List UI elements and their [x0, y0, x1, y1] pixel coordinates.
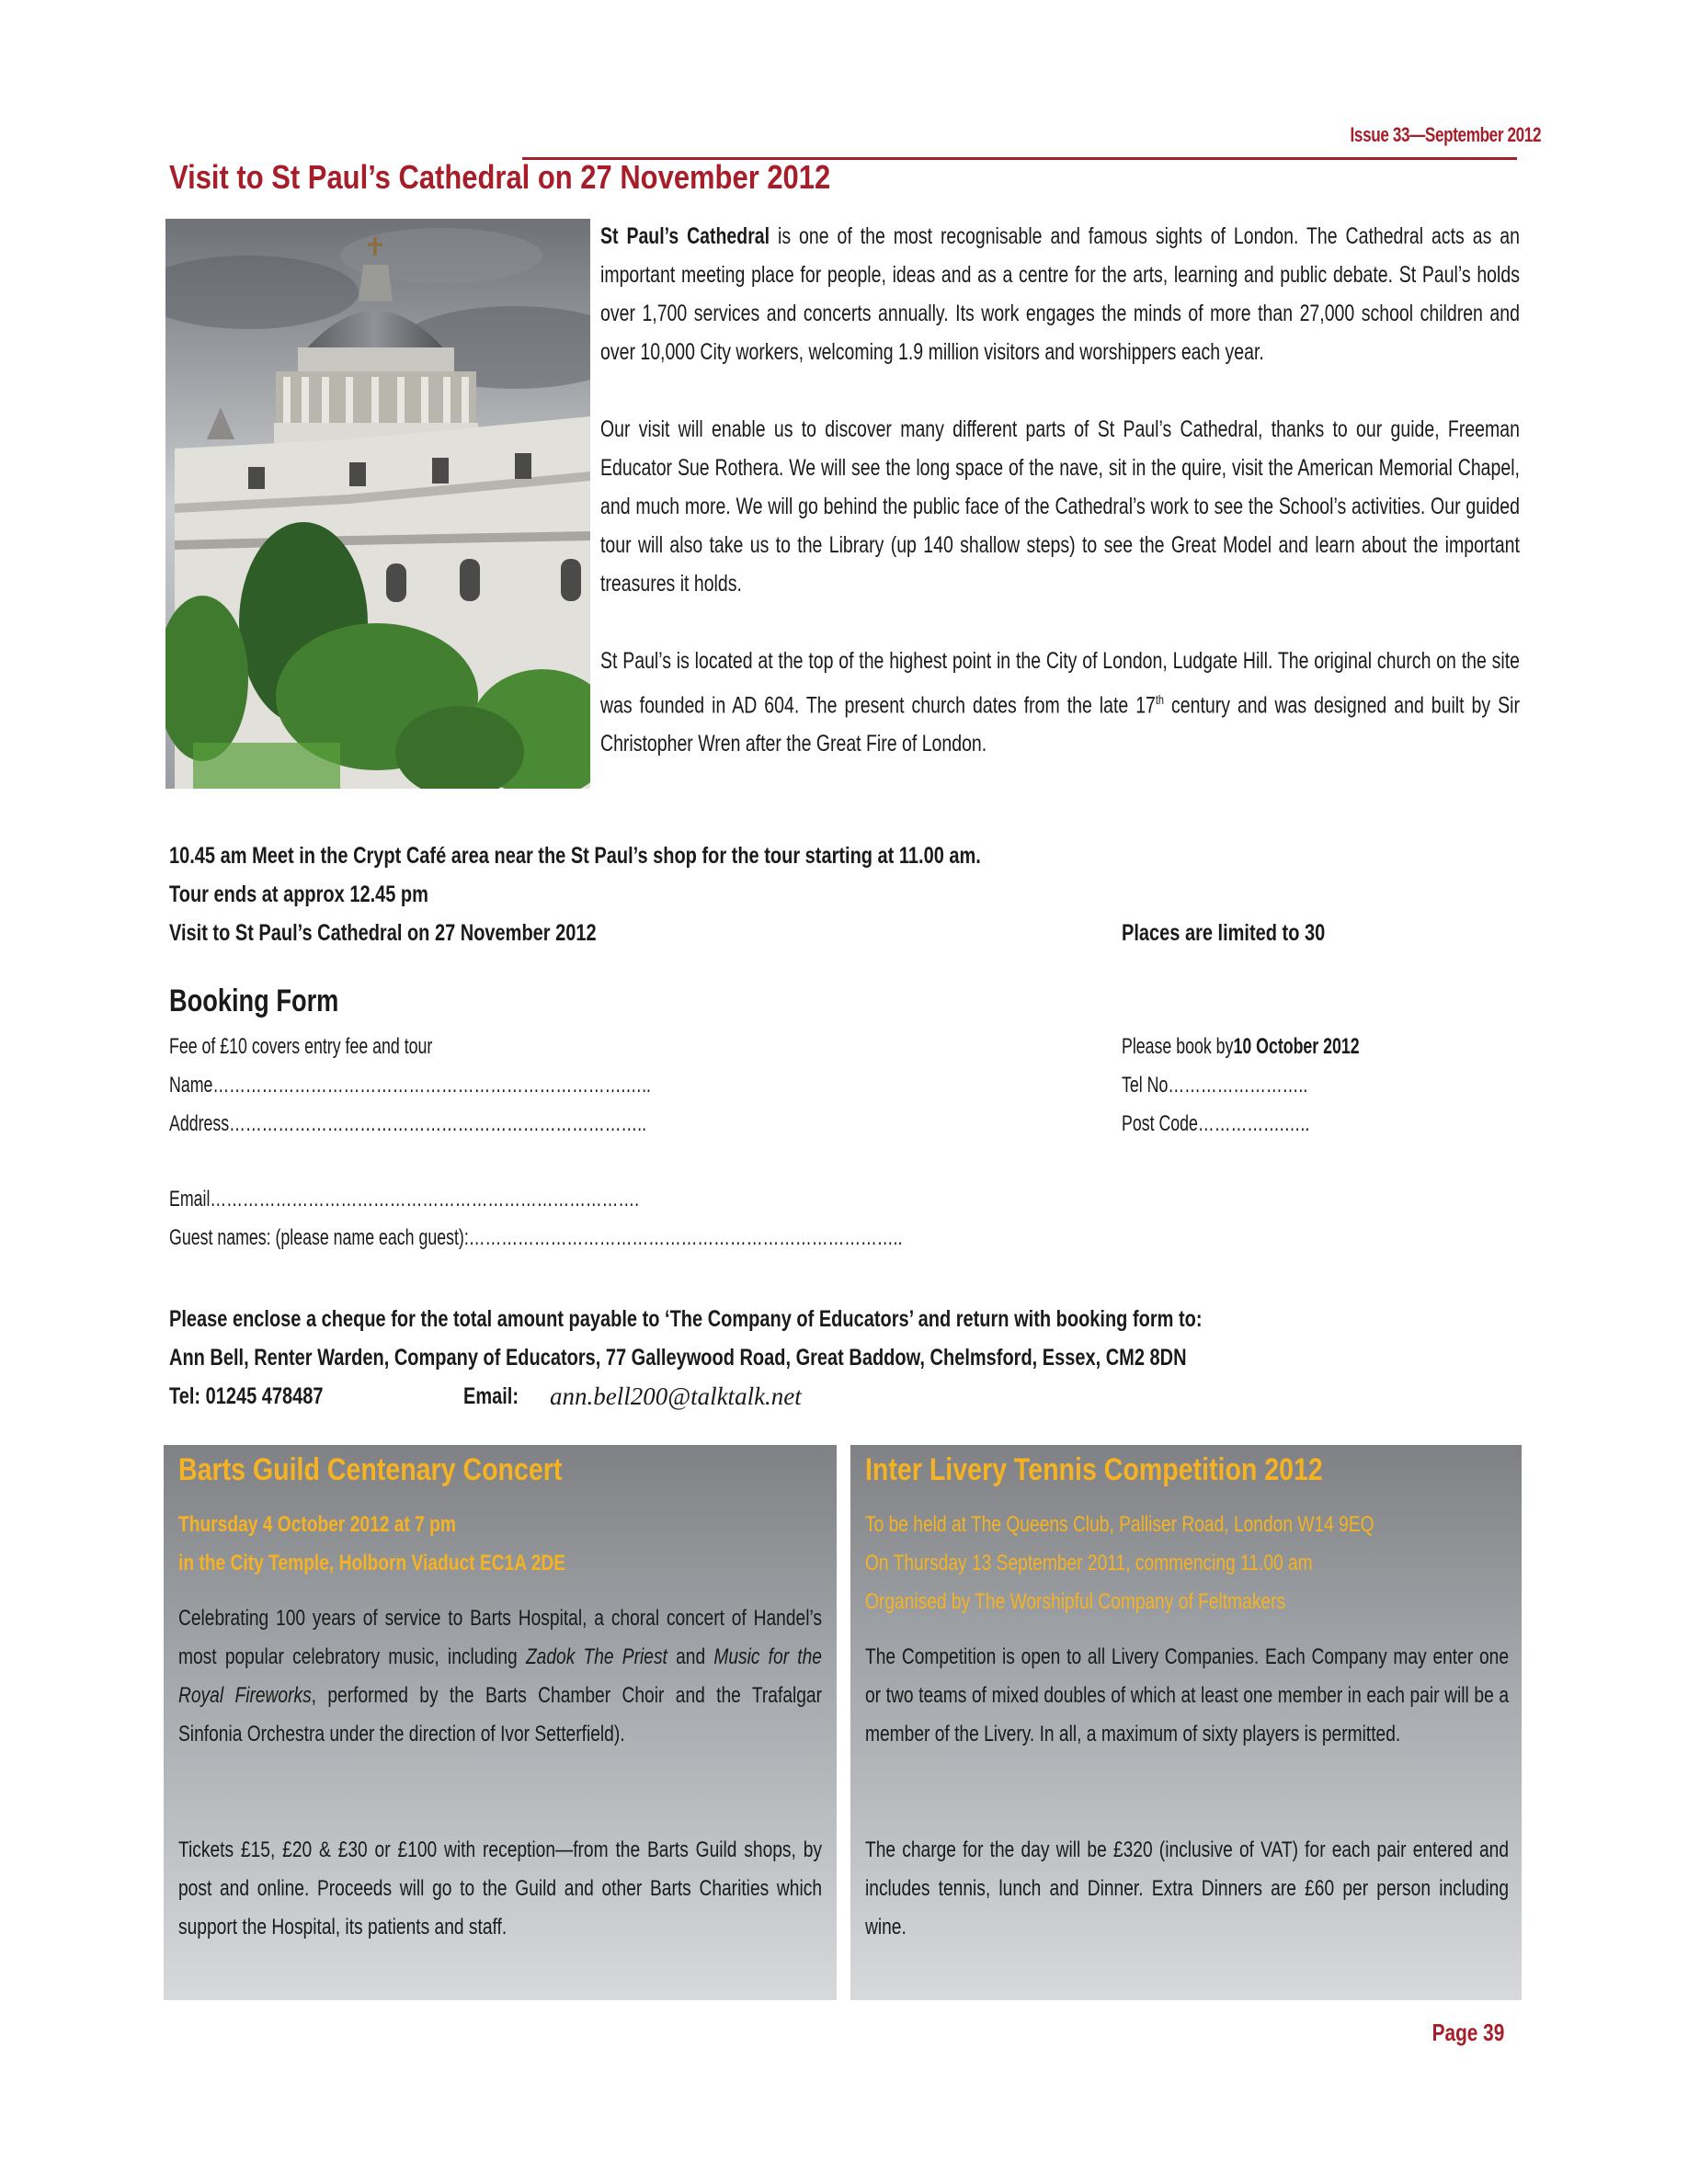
- tennis-paragraph-2: The charge for the day will be £320 (inclusive of VAT) for each pair entered and includes tennis, lunch and Dinner. Extra Dinners are £60 per person including wine.: [865, 1837, 1509, 1939]
- cathedral-photo: [165, 219, 590, 789]
- barts-title: Barts Guild Centenary Concert: [178, 1452, 563, 1487]
- email-field[interactable]: Email…………………………………………………………………….: [169, 1187, 640, 1211]
- cathedral-icon: [165, 219, 590, 789]
- tennis-date: On Thursday 13 September 2011, commencing 11.00 am: [865, 1551, 1313, 1575]
- payment-tel: Tel: 01245 478487: [169, 1383, 324, 1409]
- page-number: Page 39: [1431, 2019, 1504, 2046]
- barts-concert-box: [164, 1445, 837, 2000]
- booking-form: [169, 1028, 1502, 1257]
- intro-paragraph-1: [600, 217, 1520, 371]
- intro-text: [600, 217, 1520, 802]
- intro-p3-b: century and was designed and built by Sir Christopher Wren after the Great Fire of London.: [600, 692, 1520, 757]
- intro-paragraph-3: [600, 642, 1520, 763]
- intro-p3-a: St Paul’s is located at the top of the highest point in the City of London, Ludgate Hill. The original church on the site was founded in AD 604. The present church dates from the late 17: [600, 648, 1520, 719]
- intro-p1-text: is one of the most recognisable and famous sights of London. The Cathedral acts as an important meeting place for people, ideas and as a centre for the arts, learning and public debate. St Paul’s holds over 1,700 services and concerts annually. Its work engages the minds of more than 27,000 school children and over 10,000 City workers, welcoming 1.9 million visitors and worshippers each year.: [600, 223, 1520, 365]
- barts-p1-b: and: [667, 1644, 714, 1669]
- fee-text: Fee of £10 covers entry fee and tour: [169, 1034, 433, 1059]
- postcode-field[interactable]: Post Code…………….…..: [1122, 1111, 1310, 1136]
- tel-field[interactable]: Tel No……………………..: [1122, 1073, 1308, 1098]
- tennis-body: [865, 1638, 1509, 1754]
- barts-venue: in the City Temple, Holborn Viaduct EC1A 2DE: [178, 1551, 566, 1575]
- page-title: Visit to St Paul’s Cathedral on 27 November 2012: [169, 158, 831, 196]
- intro-paragraph-2: Our visit will enable us to discover many different parts of St Paul’s Cathedral, thanks to our guide, Freeman Educator Sue Rothera. We will see the long space of the nave, sit in the quire, visit the American Memorial Chapel, and much more. We will go behind the public face of the Cathedral’s work to see the School’s activities. Our guided tour will also take us to the Library (up 140 shallow steps) to see the Great Model and learn about the important treasures it holds.: [600, 416, 1520, 597]
- intro-bold-lead: St Paul’s Cathedral: [600, 223, 770, 249]
- tennis-charges: [865, 1831, 1509, 1947]
- payment-instructions: [169, 1300, 1502, 1416]
- barts-p1-a: Celebrating 100 years of service to Barts Hospital, a choral concert of Handel’s most popular celebratory music, including: [178, 1606, 822, 1669]
- book-by-date: 10 October 2012: [1233, 1034, 1360, 1059]
- barts-work-2: Music for the Royal Fireworks: [178, 1644, 822, 1708]
- places-limit: Places are limited to 30: [1122, 920, 1326, 946]
- intro-p3-sup: th: [1155, 692, 1165, 707]
- meeting-line-3: Visit to St Paul’s Cathedral on 27 November 2012: [169, 920, 597, 946]
- meeting-info: [169, 836, 1502, 952]
- tennis-subtitle: [865, 1506, 1501, 1621]
- barts-tickets: [178, 1831, 822, 1947]
- guest-names-field[interactable]: Guest names: (please name each guest):……………………………………………………………………..: [169, 1225, 903, 1250]
- name-field[interactable]: Name………………………………………………………………….…..: [169, 1073, 651, 1098]
- barts-paragraph-1: [178, 1599, 822, 1754]
- tennis-venue: To be held at The Queens Club, Palliser Road, London W14 9EQ: [865, 1512, 1374, 1537]
- book-by: [1122, 1028, 1360, 1066]
- barts-date: Thursday 4 October 2012 at 7 pm: [178, 1512, 456, 1537]
- address-field[interactable]: Address…………………………………………………………………..: [169, 1111, 647, 1136]
- barts-subtitle: [178, 1506, 662, 1583]
- payment-email-link[interactable]: ann.bell200@talktalk.net: [550, 1382, 802, 1410]
- issue-label: Issue 33—September 2012: [1350, 123, 1541, 146]
- tennis-competition-box: [850, 1445, 1522, 2000]
- barts-paragraph-2: Tickets £15, £20 & £30 or £100 with reception—from the Barts Guild shops, by post and online. Proceeds will go to the Guild and other Barts Charities which support the Hospital, its patients and staff.: [178, 1837, 822, 1939]
- payment-address: Ann Bell, Renter Warden, Company of Educators, 77 Galleywood Road, Great Baddow, Chelmsford, Essex, CM2 8DN: [169, 1345, 1187, 1371]
- meeting-line-1: 10.45 am Meet in the Crypt Café area near the St Paul’s shop for the tour starting at 11.00 am.: [169, 843, 981, 869]
- booking-form-title: Booking Form: [169, 984, 339, 1018]
- tennis-paragraph-1: The Competition is open to all Livery Companies. Each Company may enter one or two teams of mixed doubles of which at least one member in each pair will be a member of the Livery. In all, a maximum of sixty players is permitted.: [865, 1644, 1509, 1746]
- barts-body: [178, 1599, 822, 1754]
- payment-line-1: Please enclose a cheque for the total amount payable to ‘The Company of Educators’ and return with booking form to:: [169, 1306, 1203, 1332]
- payment-email-label: Email:: [463, 1383, 519, 1409]
- tennis-organiser: Organised by The Worshipful Company of Feltmakers: [865, 1589, 1286, 1614]
- barts-p1-c: , performed by the Barts Chamber Choir and the Trafalgar Sinfonia Orchestra under the direction of Ivor Setterfield).: [178, 1683, 823, 1746]
- meeting-line-2: Tour ends at approx 12.45 pm: [169, 882, 428, 907]
- barts-work-1: Zadok The Priest: [525, 1644, 667, 1669]
- tennis-title: Inter Livery Tennis Competition 2012: [865, 1452, 1323, 1487]
- book-by-label: Please book by: [1122, 1034, 1234, 1059]
